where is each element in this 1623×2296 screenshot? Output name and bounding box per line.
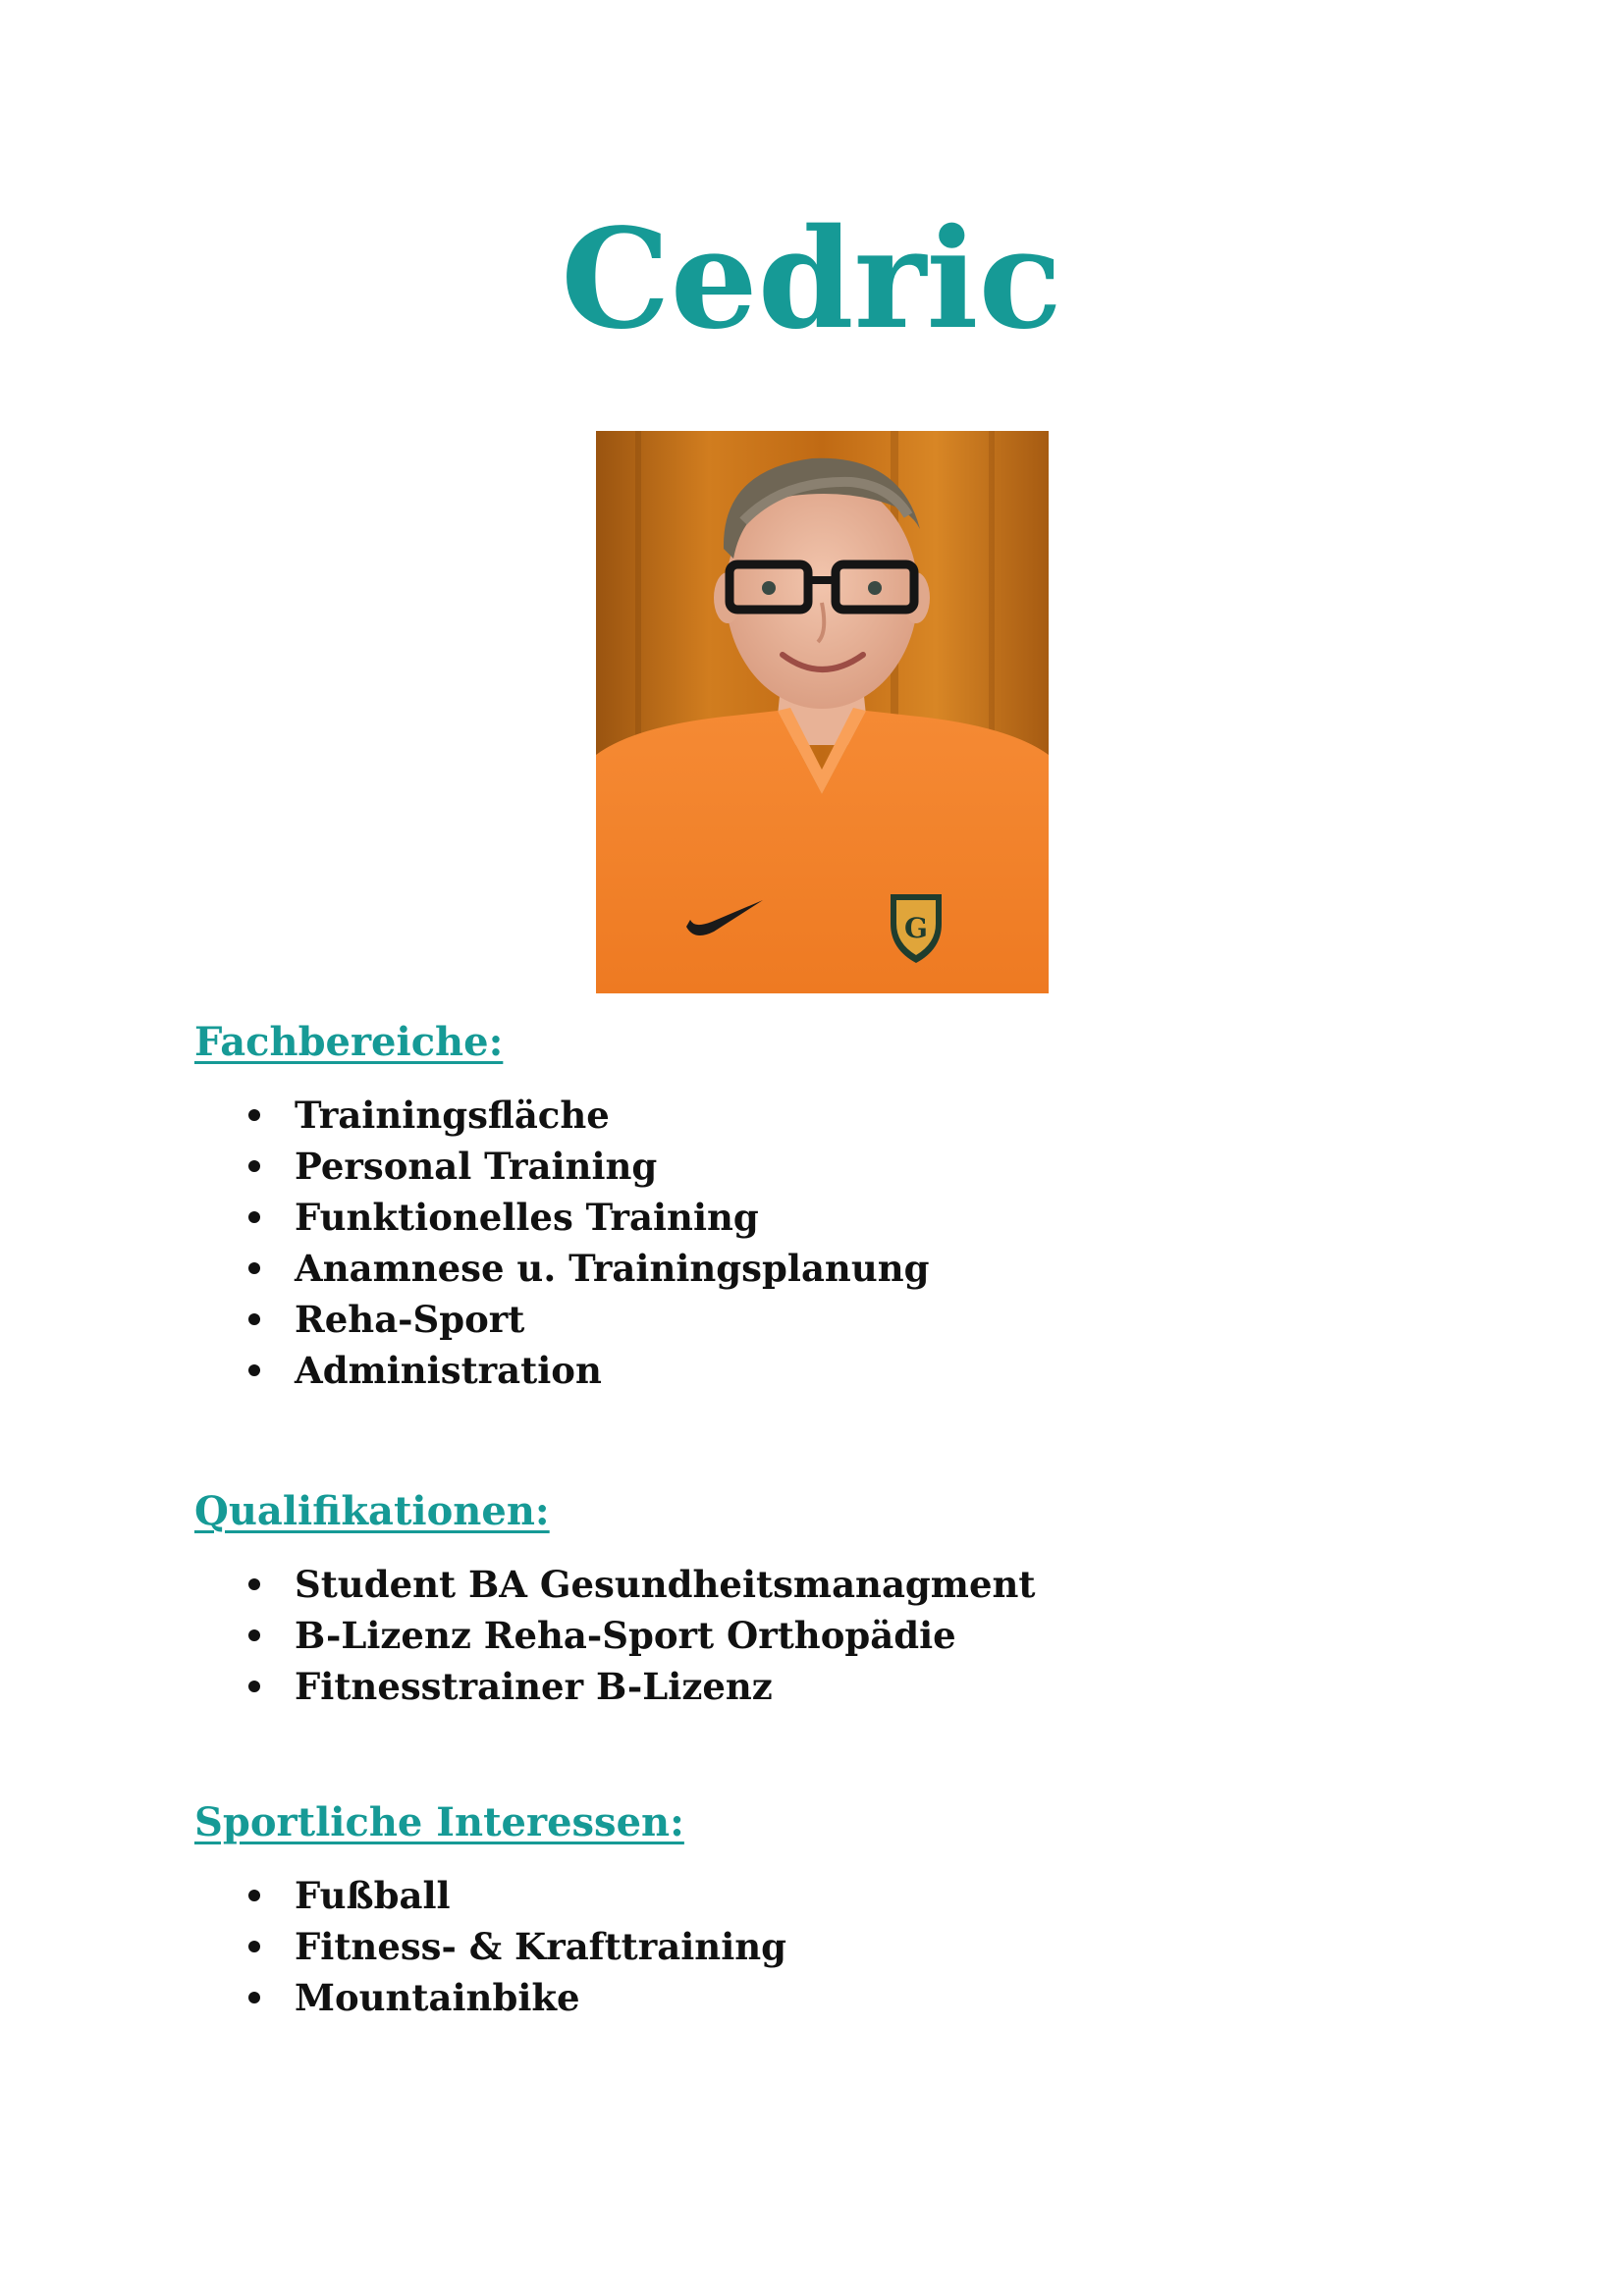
list-item: Trainingsfläche <box>194 1090 930 1141</box>
section-heading: Sportliche Interessen: <box>194 1799 684 1845</box>
section-qualifikationen <box>194 1486 1035 1712</box>
list-item: Administration <box>194 1345 930 1396</box>
list-item: Funktionelles Training <box>194 1192 930 1243</box>
fachbereiche-list <box>194 1090 930 1396</box>
bullet-icon <box>248 1211 260 1223</box>
list-item: B-Lizenz Reha-Sport Orthopädie <box>194 1610 1035 1661</box>
section-sportliche-interessen <box>194 1797 786 2023</box>
page-title: Cedric <box>561 199 1062 360</box>
bullet-icon <box>248 1364 260 1376</box>
list-item: Mountainbike <box>194 1972 786 2023</box>
bullet-icon <box>248 1890 260 1901</box>
bullet-icon <box>248 1681 260 1692</box>
section-heading: Fachbereiche: <box>194 1019 504 1065</box>
sportliche-interessen-list <box>194 1870 786 2023</box>
list-item: Reha-Sport <box>194 1294 930 1345</box>
bullet-icon <box>248 1160 260 1172</box>
list-item: Student BA Gesundheitsmanagment <box>194 1559 1035 1610</box>
list-item: Anamnese u. Trainingsplanung <box>194 1243 930 1294</box>
portrait-illustration <box>596 431 1049 993</box>
list-item: Fitness- & Krafttraining <box>194 1921 786 1972</box>
bullet-icon <box>248 1941 260 1952</box>
bullet-icon <box>248 1578 260 1590</box>
svg-text:G: G <box>904 912 928 944</box>
bullet-icon <box>248 1992 260 2003</box>
list-item: Fitnesstrainer B-Lizenz <box>194 1661 1035 1712</box>
bullet-icon <box>248 1629 260 1641</box>
bullet-icon <box>248 1262 260 1274</box>
profile-photo <box>596 431 1049 993</box>
qualifikationen-list <box>194 1559 1035 1712</box>
section-heading: Qualifikationen: <box>194 1488 550 1534</box>
bullet-icon <box>248 1313 260 1325</box>
list-item: Fußball <box>194 1870 786 1921</box>
bullet-icon <box>248 1109 260 1121</box>
section-fachbereiche <box>194 1017 930 1396</box>
list-item: Personal Training <box>194 1141 930 1192</box>
